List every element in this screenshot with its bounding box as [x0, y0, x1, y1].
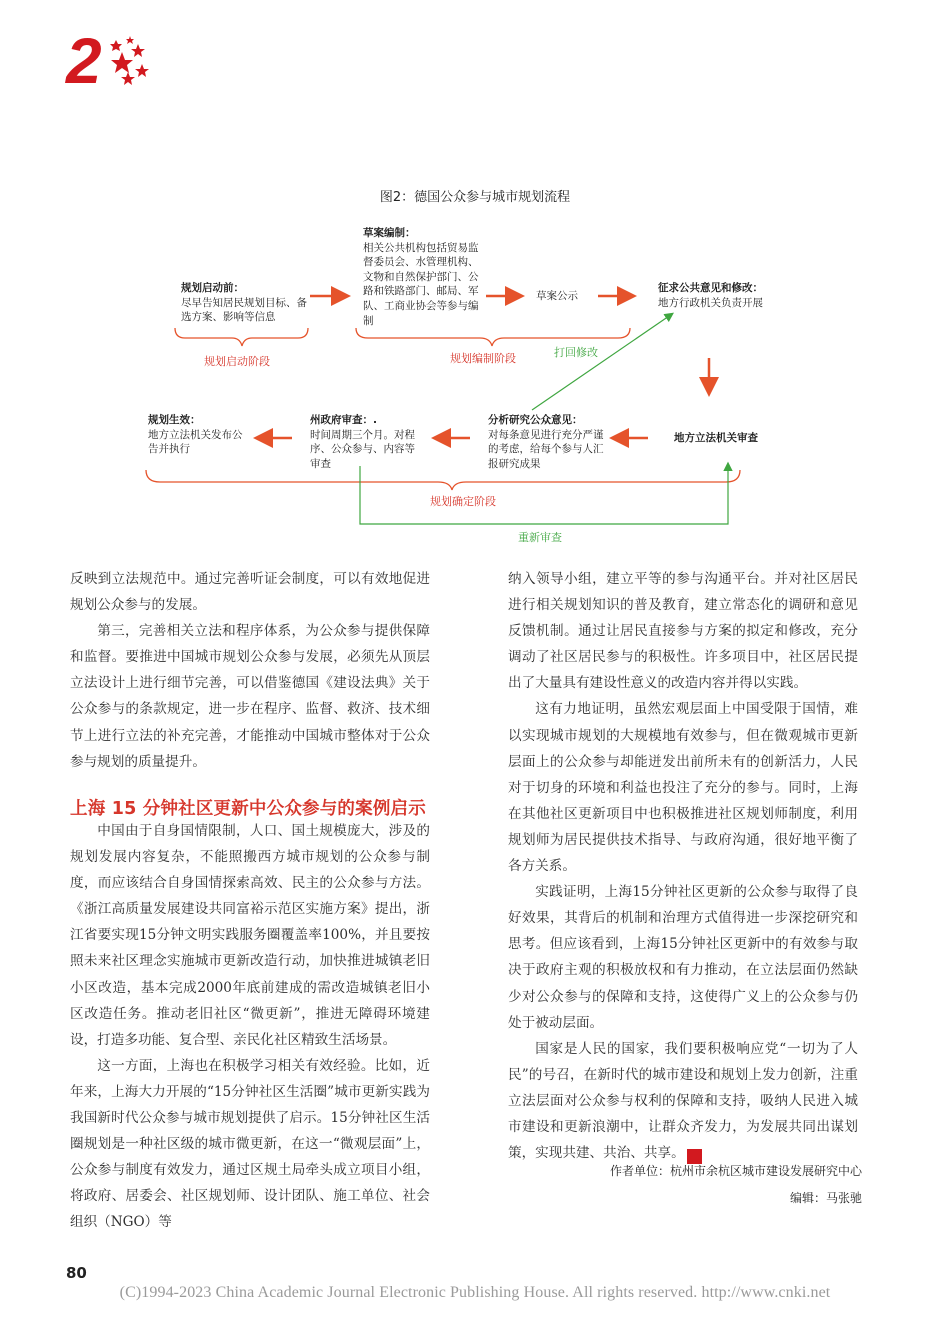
node-effective: [148, 413, 248, 457]
stage-start-label: 规划启动阶段: [204, 355, 270, 368]
node-start-title: 规划启动前：: [181, 282, 244, 294]
author-affiliation: 作者单位：杭州市余杭区城市建设发展研究中心: [609, 1164, 862, 1178]
node-publish: [536, 289, 596, 304]
paragraph: 实践证明，上海15分钟社区更新的公众参与取得了良好效果，其背后的机制和治理方式值得进一步深挖研究和思考。但应该看到，上海15分钟社区更新中的有效参与取决于政府主观的积极放权和有力推动，在立法层面仍然缺少对公众参与的保障和支持，这使得广义上的公众参与仍处于被动层面。: [508, 884, 858, 1031]
node-draft-title: 草案编制：: [363, 227, 416, 239]
editor-credit: 编辑：马张驰: [789, 1191, 862, 1205]
section-heading: 上海 15 分钟社区更新中公众参与的案例启示: [70, 799, 426, 819]
node-draft-body: 相关公共机构包括贸易监督委员会、水管理机构、文物和自然保护部门、公路和铁路部门、邮局、军队、工商业协会等参与编制: [363, 241, 479, 327]
page-number: 80: [66, 1264, 87, 1282]
arrow-re-review: [360, 464, 728, 524]
node-solicit-title: 征求公共意见和修改：: [658, 282, 763, 294]
feedback-re-review-label: 重新审查: [518, 531, 562, 544]
node-analyze-title: 分析研究公众意见：: [488, 414, 583, 426]
node-start: [181, 281, 311, 325]
node-legis-review-title: 地方立法机关审查: [674, 432, 758, 444]
node-solicit-body: 地方行政机关负责开展: [658, 296, 763, 309]
node-solicit: [658, 281, 788, 310]
paragraph: 中国由于自身国情限制，人口、国土规模庞大，涉及的规划发展内容复杂，不能照搬西方城市规划的公众参与制度，而应该结合自身国情探索高效、民主的公众参与方法。《浙江高质量发展建设共同富裕示范区实施方案》提出，浙江省要实现15分钟文明实践服务圈覆盖率100%，并且要按照未来社区理念实施城市更新改造行动，加快推进城镇老旧小区改造，基本完成2000年底前建成的需改造城镇老旧小区改造任务。推动老旧社区“微更新”，推进无障碍环境建设，打造多功能、复合型、亲民化社区精致生活场景。: [70, 823, 430, 1048]
node-effective-body: 地方立法机关发布公告并执行: [148, 428, 243, 456]
logo-number: 2: [66, 25, 100, 97]
paragraph-last-text: 国家是人民的国家，我们要积极响应党“一切为了人民”的号召，在新时代的城市建设和规划上发力创新，注重立法层面对公众参与权利的保障和支持，吸纳人民进入城市建设和更新浪潮中，让群众齐发力，为发展共同出谋划策，实现共建、共治、共享。: [508, 1040, 858, 1162]
brace-confirm-stage: [146, 470, 740, 490]
node-publish-body: 草案公示: [536, 290, 578, 302]
node-draft: [363, 226, 481, 328]
left-column-top: [70, 566, 430, 775]
paragraph-last: [508, 1036, 858, 1166]
feedback-return-edit-label: 打回修改: [554, 346, 598, 359]
node-analyze-body: 对每条意见进行充分严谨的考虑，给每个参与人汇报研究成果: [488, 428, 604, 470]
left-column-section: [70, 818, 430, 1236]
paragraph: 纳入领导小组，建立平等的参与沟通平台。并对社区居民进行相关规划知识的普及教育，建立常态化的调研和意见反馈机制。通过让居民直接参与方案的拟定和修改，充分调动了社区居民参与的积极性。许多项目中，社区居民提出了大量具有建设性意义的改造内容并得以实践。: [508, 571, 858, 692]
node-gov-review: [310, 413, 422, 471]
figure-title: 图2：德国公众参与城市规划流程: [379, 190, 571, 205]
right-column: [508, 566, 858, 1166]
node-gov-review-body: 时间周期三个月。对程序、公众参与、内容等审查: [310, 428, 415, 470]
stage-draft-label: 规划编制阶段: [450, 352, 516, 365]
paragraph: 第三，完善相关立法和程序体系，为公众参与提供保障和监督。要推进中国城市规划公众参与发展，必须先从顶层立法设计上进行细节完善，可以借鉴德国《建设法典》关于公众参与的条款规定，进一步在程序、监督、救济、技术细节上进行立法的补充完善，才能推动中国城市整体对于公众参与规划的质量提升。: [70, 623, 430, 770]
paragraph: 反映到立法规范中。通过完善听证会制度，可以有效地促进规划公众参与的发展。: [70, 571, 430, 614]
node-effective-title: 规划生效：: [148, 414, 201, 426]
copyright-footer: (C)1994-2023 China Academic Journal Electronic Publishing House. All rights reserved. http://www.cnki.net: [119, 1284, 831, 1301]
brace-start-stage: [175, 328, 308, 346]
node-legis-review: [674, 431, 784, 446]
paragraph: 这有力地证明，虽然宏观层面上中国受限于国情，难以实现城市规划的大规模地有效参与，但在微观城市更新层面上的公众参与却能迸发出前所未有的创新活力，人民对于切身的环境和利益也投注了充分的参与。同时，上海在其他社区更新项目中也积极推进社区规划师制度，利用规划师为居民提供技术指导、与政府沟通，很好地平衡了各方关系。: [508, 701, 858, 875]
arrow-return-edit: [532, 314, 672, 410]
node-start-body: 尽早告知居民规划目标、备选方案、影响等信息: [181, 296, 307, 324]
paragraph: 这一方面，上海也在积极学习相关有效经验。比如，近年来，上海大力开展的“15分钟社区生活圈”城市更新实践为我国新时代公众参与城市规划提供了启示。15分钟社区生活圈规划是一种社区级的城市微更新，在这一“微观层面”上，公众参与制度有效发力，通过区规土局牵头成立项目小组，将政府、居委会、社区规划师、设计团队、施工单位、社会组织（NGO）等: [70, 1057, 430, 1231]
node-analyze: [488, 413, 610, 471]
node-gov-review-title: 州政府审查：.: [310, 414, 377, 426]
end-mark-icon: 城: [687, 1149, 702, 1164]
stage-confirm-label: 规划确定阶段: [430, 495, 496, 508]
